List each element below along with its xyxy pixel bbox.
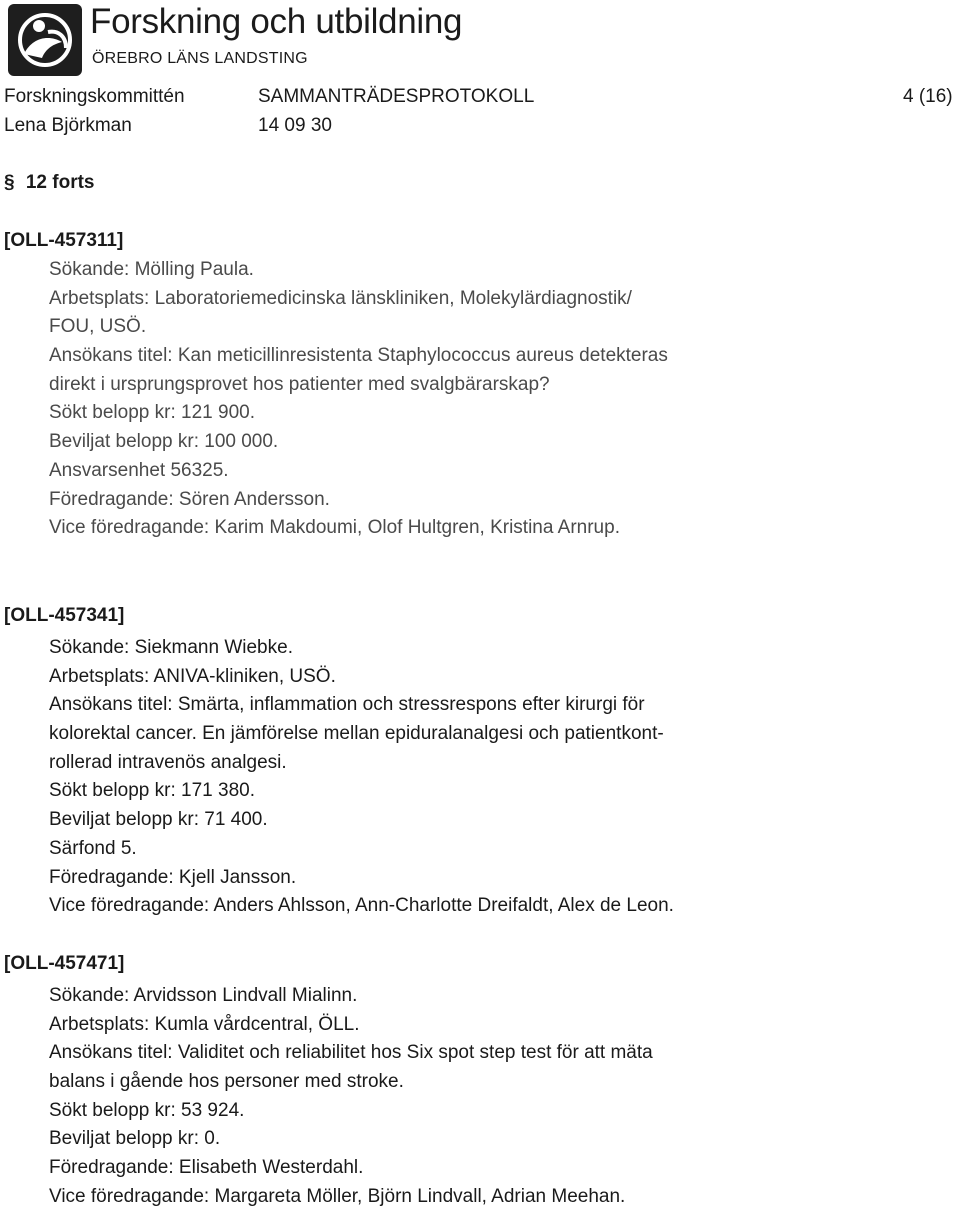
entry-line: Arbetsplats: ANIVA-kliniken, USÖ. — [49, 665, 336, 687]
entry-line: kolorektal cancer. En jämförelse mellan epiduralanalgesi och patientkont- — [49, 723, 664, 745]
entry-line: Arbetsplats: Laboratoriemedicinska länskliniken, Molekylärdiagnostik/ — [49, 287, 632, 309]
brand-subtitle: ÖREBRO LÄNS LANDSTING — [92, 50, 308, 67]
entry-id: [OLL-457311] — [4, 230, 124, 251]
entry-line: Sökande: Siekmann Wiebke. — [49, 637, 293, 658]
entry-line: Vice föredragande: Margareta Möller, Björn Lindvall, Adrian Meehan. — [49, 1185, 626, 1207]
entry-line: Ansökans titel: Kan meticillinresistenta Staphylococcus aureus detekteras — [49, 345, 668, 367]
entry-line: balans i gående hos personer med stroke. — [49, 1071, 404, 1093]
entry-line: Beviljat belopp kr: 0. — [49, 1128, 221, 1150]
entry-line: Sökt belopp kr: 53 924. — [49, 1099, 245, 1121]
entry-line: Sökt belopp kr: 121 900. — [49, 402, 255, 424]
section-symbol: § — [4, 172, 15, 193]
entry-line: Vice föredragande: Anders Ahlsson, Ann-Charlotte Dreifaldt, Alex de Leon. — [49, 895, 674, 917]
page-number: 4 (16) — [903, 86, 953, 107]
committee-name: Forskningskommittén — [4, 86, 185, 107]
org-logo-icon — [8, 4, 82, 76]
brand-title: Forskning och utbildning — [90, 2, 463, 41]
entry-line: Föredragande: Kjell Jansson. — [49, 866, 297, 888]
entry-line: Sökande: Mölling Paula. — [49, 259, 254, 280]
entry-line: Sökt belopp kr: 171 380. — [49, 780, 255, 802]
section-heading — [4, 172, 95, 194]
entry-line: Föredragande: Elisabeth Westerdahl. — [49, 1157, 364, 1179]
entry-line: FOU, USÖ. — [49, 316, 147, 338]
entry-line: Beviljat belopp kr: 71 400. — [49, 809, 268, 831]
entry-line: Ansökans titel: Validitet och reliabilitet hos Six spot step test för att mäta — [49, 1042, 653, 1064]
entry-details — [49, 634, 674, 921]
entry-id: [OLL-457471] — [4, 953, 125, 974]
entry-line: Ansvarsenhet 56325. — [49, 459, 229, 481]
meeting-date: 14 09 30 — [258, 115, 332, 136]
entry-line: Sökande: Arvidsson Lindvall Mialinn. — [49, 985, 358, 1006]
entry-details — [49, 982, 653, 1212]
entry-line: rollerad intravenös analgesi. — [49, 751, 287, 773]
entry-line: Föredragande: Sören Andersson. — [49, 488, 330, 510]
document-type: SAMMANTRÄDESPROTOKOLL — [258, 86, 535, 107]
entry-line: Arbetsplats: Kumla vårdcentral, ÖLL. — [49, 1013, 360, 1035]
author-name: Lena Björkman — [4, 115, 132, 136]
entry-line: direkt i ursprungsprovet hos patienter med svalgbärarskap? — [49, 373, 550, 395]
entry-line: Särfond 5. — [49, 837, 137, 859]
entry-details — [49, 256, 668, 543]
entry-line: Ansökans titel: Smärta, inflammation och stressrespons efter kirurgi för — [49, 694, 645, 716]
entry-id: [OLL-457341] — [4, 605, 125, 626]
section-title: 12 forts — [25, 172, 95, 193]
entry-line: Beviljat belopp kr: 100 000. — [49, 431, 279, 453]
entry-line: Vice föredragande: Karim Makdoumi, Olof Hultgren, Kristina Arnrup. — [49, 517, 620, 539]
